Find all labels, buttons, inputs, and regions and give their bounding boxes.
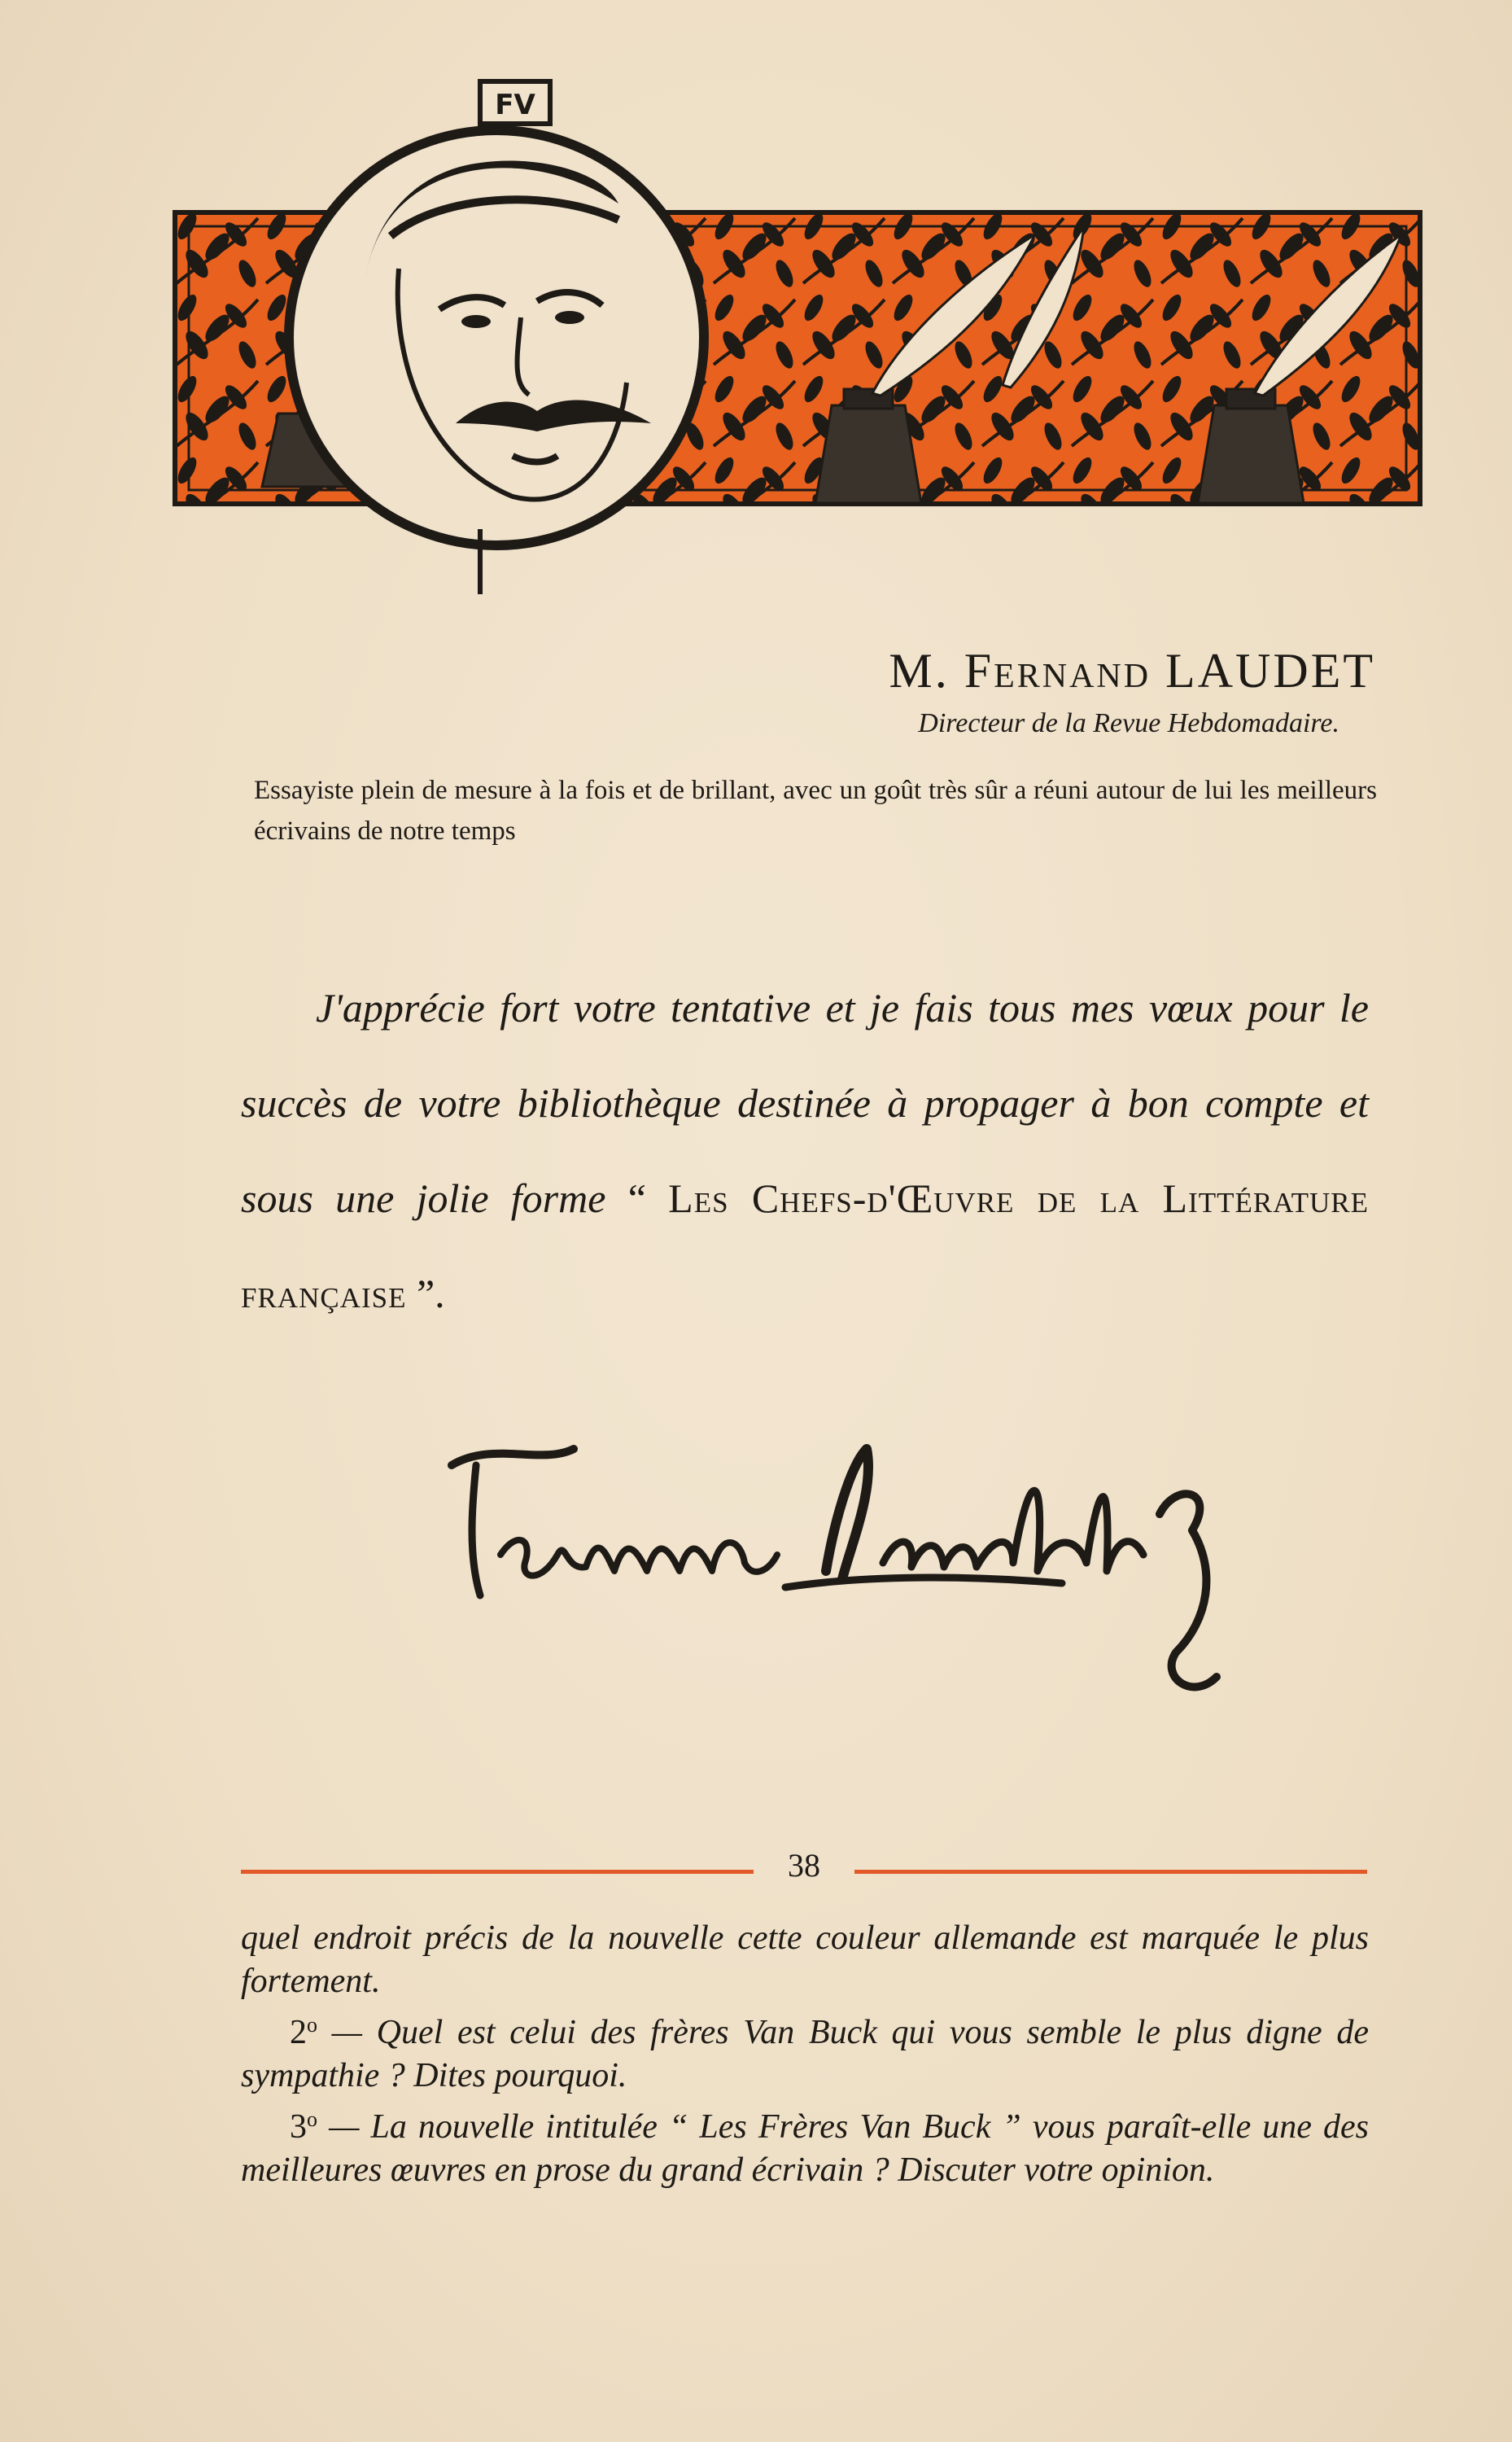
footer-rule-right — [854, 1870, 1367, 1874]
footer-paragraph-number: 3 — [290, 2108, 307, 2146]
person-subtitle — [918, 708, 1339, 739]
degree-sign: o — [307, 2013, 317, 2037]
subtitle-revue: Revue Hebdomadaire. — [1093, 708, 1339, 738]
quote-close-mark: ”. — [416, 1271, 445, 1316]
footer-paragraph-text: — La nouvelle intitulée “ Les Frères Van Buck ” vous paraît-elle une des meilleures œuvres en prose du grand écrivain ? Discuter votre opinion. — [241, 2108, 1369, 2189]
portrait-illustration — [277, 73, 732, 602]
person-name: M. Fernand LAUDET — [889, 644, 1375, 698]
quote-title: Les Chefs-d'Œuvre de la Littérature française — [241, 1175, 1369, 1316]
quote-block — [241, 961, 1369, 1341]
quote-open-mark: “ — [627, 1175, 646, 1221]
page-number: 38 — [788, 1847, 820, 1884]
handwritten-signature — [444, 1433, 1339, 1726]
subtitle-prefix: Directeur de la — [918, 708, 1086, 738]
degree-sign: o — [307, 2107, 317, 2131]
show-through-text-block — [241, 1917, 1369, 2192]
footer-paragraph — [241, 2003, 1369, 2098]
footer-rule-left — [241, 1870, 754, 1874]
footer-paragraph-text: quel endroit précis de la nouvelle cette couleur allemande est marquée le plus fortement. — [241, 1919, 1369, 2000]
quote-text: J'apprécie fort votre tentative et je fais tous mes vœux pour le succès de votre bibliothèque destinée à propager à bon compte et sous une jolie forme — [241, 985, 1369, 1221]
footer-paragraph — [241, 1917, 1369, 2003]
footer-paragraph — [241, 2098, 1369, 2192]
footer-paragraph-number: 2 — [290, 2014, 307, 2051]
person-description: Essayiste plein de mesure à la fois et de brillant, avec un goût très sûr a réuni autour de lui les meilleurs écrivains de notre temps — [254, 776, 1377, 846]
footer-paragraph-text: — Quel est celui des frères Van Buck qui vous semble le plus digne de sympathie ? Dites pourquoi. — [241, 2014, 1369, 2094]
portrait-monogram: FV — [495, 89, 535, 121]
